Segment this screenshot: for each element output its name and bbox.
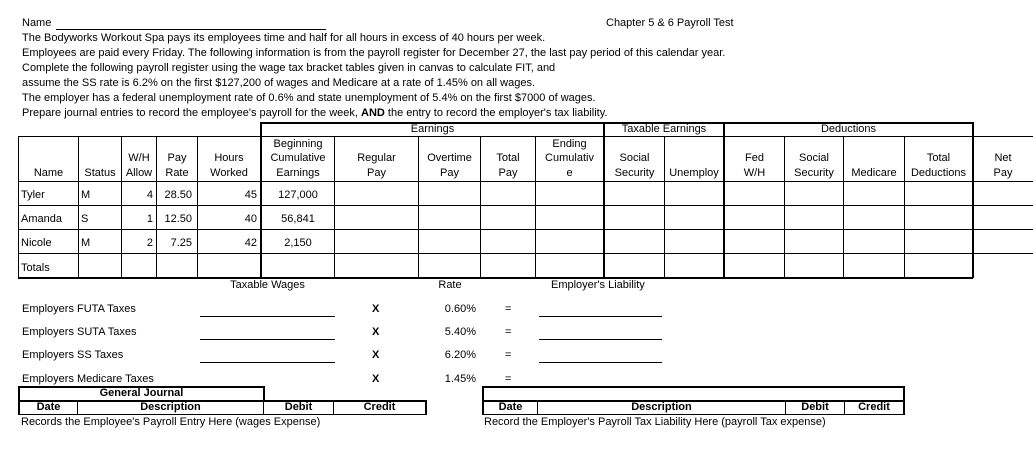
- row-rate: 7.25: [170, 237, 192, 249]
- medicare-multiply: X: [372, 373, 380, 385]
- gj-left-credit: Credit: [363, 401, 396, 413]
- ss-multiply: X: [372, 349, 380, 361]
- row-hours: 45: [244, 189, 257, 201]
- col-status: Status: [84, 167, 116, 179]
- suta-taxable-input[interactable]: [200, 339, 335, 340]
- col-hours-2: Worked: [210, 167, 248, 179]
- instruction-line-6-post: the entry to record the employer's tax liability.: [384, 107, 608, 119]
- name-label: Name: [22, 17, 52, 29]
- row-name: Amanda: [21, 213, 62, 225]
- ss-taxable-input[interactable]: [200, 362, 335, 363]
- row-beginning: 127,000: [278, 189, 318, 201]
- group-taxable-earnings: Taxable Earnings: [621, 123, 707, 135]
- col-wh-allow-2: Allow: [125, 167, 153, 179]
- col-taxable-wages: Taxable Wages: [230, 279, 305, 291]
- col-ss-2: Security: [614, 167, 655, 179]
- col-end-2: Cumulativ: [545, 152, 594, 164]
- instruction-line-1: The Bodyworks Workout Spa pays its employees time and half for all hours in excess of 40 hours per week.: [22, 32, 546, 44]
- col-hours-1: Hours: [214, 152, 244, 164]
- row-status: M: [81, 189, 91, 201]
- col-net-2: Pay: [993, 167, 1013, 179]
- instruction-line-6: [22, 107, 607, 119]
- gj-right-date: Date: [498, 401, 523, 413]
- col-total-ded-2: Deductions: [910, 167, 967, 179]
- col-employer-liability: Employer's Liability: [551, 279, 645, 291]
- gj-right-credit: Credit: [858, 401, 890, 413]
- col-rate: Rate: [438, 279, 462, 291]
- group-earnings: Earnings: [410, 123, 455, 135]
- instruction-line-5: The employer has a federal unemployment rate of 0.6% and state unemployment of 5.4% on the first $7000 of wages.: [22, 92, 596, 104]
- row-allow: 2: [146, 237, 153, 249]
- general-journal-title: General Journal: [99, 387, 184, 399]
- gj-left-date: Date: [36, 401, 61, 413]
- col-ded-ss-1: Social: [799, 152, 829, 164]
- col-pay-rate-2: Rate: [165, 167, 189, 179]
- col-end-1: Ending: [552, 138, 587, 150]
- row-name: Nicole: [21, 237, 52, 249]
- col-pay-rate-1: Pay: [167, 152, 187, 164]
- suta-rate: 5.40%: [444, 326, 476, 338]
- col-unemploy: Unemploy: [669, 167, 719, 179]
- row-beginning: 56,841: [281, 213, 315, 225]
- col-fed-1: Fed: [745, 152, 764, 164]
- col-regular-1: Regular: [357, 152, 396, 164]
- col-ss-1: Social: [619, 152, 650, 164]
- ss-label: Employers SS Taxes: [22, 349, 124, 361]
- row-beginning: 2,150: [284, 237, 312, 249]
- col-medicare: Medicare: [851, 167, 897, 179]
- medicare-label: Employers Medicare Taxes: [22, 373, 154, 385]
- suta-label: Employers SUTA Taxes: [22, 326, 137, 338]
- row-name: Tyler: [21, 189, 45, 201]
- instruction-line-4: assume the SS rate is 6.2% on the first $127,200 of wages and Medicare at a rate of 1.45% on all wages.: [22, 77, 536, 89]
- group-deductions: Deductions: [820, 123, 877, 135]
- col-overtime-1: Overtime: [427, 152, 472, 164]
- totals-label: Totals: [21, 262, 50, 274]
- futa-equals: =: [505, 303, 512, 315]
- col-regular-2: Pay: [367, 167, 386, 179]
- medicare-equals: =: [505, 373, 512, 385]
- gj-left-description: Description: [140, 401, 201, 413]
- instruction-line-3: Complete the following payroll register using the wage tax bracket tables given in canvas to calculate FIT, and: [22, 62, 556, 74]
- col-total-ded-1: Total: [926, 152, 951, 164]
- gj-right-debit: Debit: [801, 401, 829, 413]
- col-end-3: e: [566, 167, 573, 179]
- ss-liability-input[interactable]: [539, 362, 662, 363]
- col-wh-allow-1: W/H: [128, 152, 150, 164]
- row-hours: 42: [244, 237, 257, 249]
- medicare-rate: 1.45%: [444, 373, 476, 385]
- suta-liability-input[interactable]: [539, 339, 662, 340]
- gj-right-note: Record the Employer's Payroll Tax Liability Here (payroll Tax expense): [484, 416, 826, 428]
- row-hours: 40: [244, 213, 257, 225]
- gj-left-note: Records the Employee's Payroll Entry Here (wages Expense): [21, 416, 321, 428]
- col-net-1: Net: [994, 152, 1012, 164]
- row-status: M: [81, 237, 91, 249]
- suta-multiply: X: [372, 326, 380, 338]
- instruction-line-6-pre: Prepare journal entries to record the employee's payroll for the week,: [22, 107, 361, 119]
- futa-liability-input[interactable]: [539, 316, 662, 317]
- col-total-2: Pay: [498, 167, 518, 179]
- row-status: S: [81, 213, 89, 225]
- col-name: Name: [33, 167, 64, 179]
- instruction-line-2: Employees are paid every Friday. The following information is from the payroll register for December 27, the last pay period of this calendar year.: [22, 47, 726, 59]
- col-fed-2: W/H: [743, 167, 766, 179]
- row-rate: 28.50: [164, 189, 192, 201]
- suta-equals: =: [505, 326, 512, 338]
- test-title: Chapter 5 & 6 Payroll Test: [606, 17, 734, 29]
- gj-right-description: Description: [631, 401, 692, 413]
- row-allow: 4: [146, 189, 153, 201]
- name-input-line[interactable]: [56, 29, 326, 30]
- row-rate: 12.50: [164, 213, 192, 225]
- col-beg-2: Cumulative: [270, 152, 326, 164]
- instruction-and: AND: [361, 107, 385, 119]
- col-beg-1: Beginning: [273, 138, 323, 150]
- ss-rate: 6.20%: [444, 349, 476, 361]
- col-total-1: Total: [496, 152, 520, 164]
- ss-equals: =: [505, 349, 512, 361]
- col-beg-3: Earnings: [276, 167, 320, 179]
- row-allow: 1: [146, 213, 153, 225]
- gj-left-debit: Debit: [284, 401, 313, 413]
- futa-label: Employers FUTA Taxes: [22, 303, 136, 315]
- col-overtime-2: Pay: [440, 167, 459, 179]
- futa-taxable-input[interactable]: [200, 316, 335, 317]
- futa-rate: 0.60%: [444, 303, 476, 315]
- futa-multiply: X: [372, 303, 380, 315]
- col-ded-ss-2: Security: [794, 167, 834, 179]
